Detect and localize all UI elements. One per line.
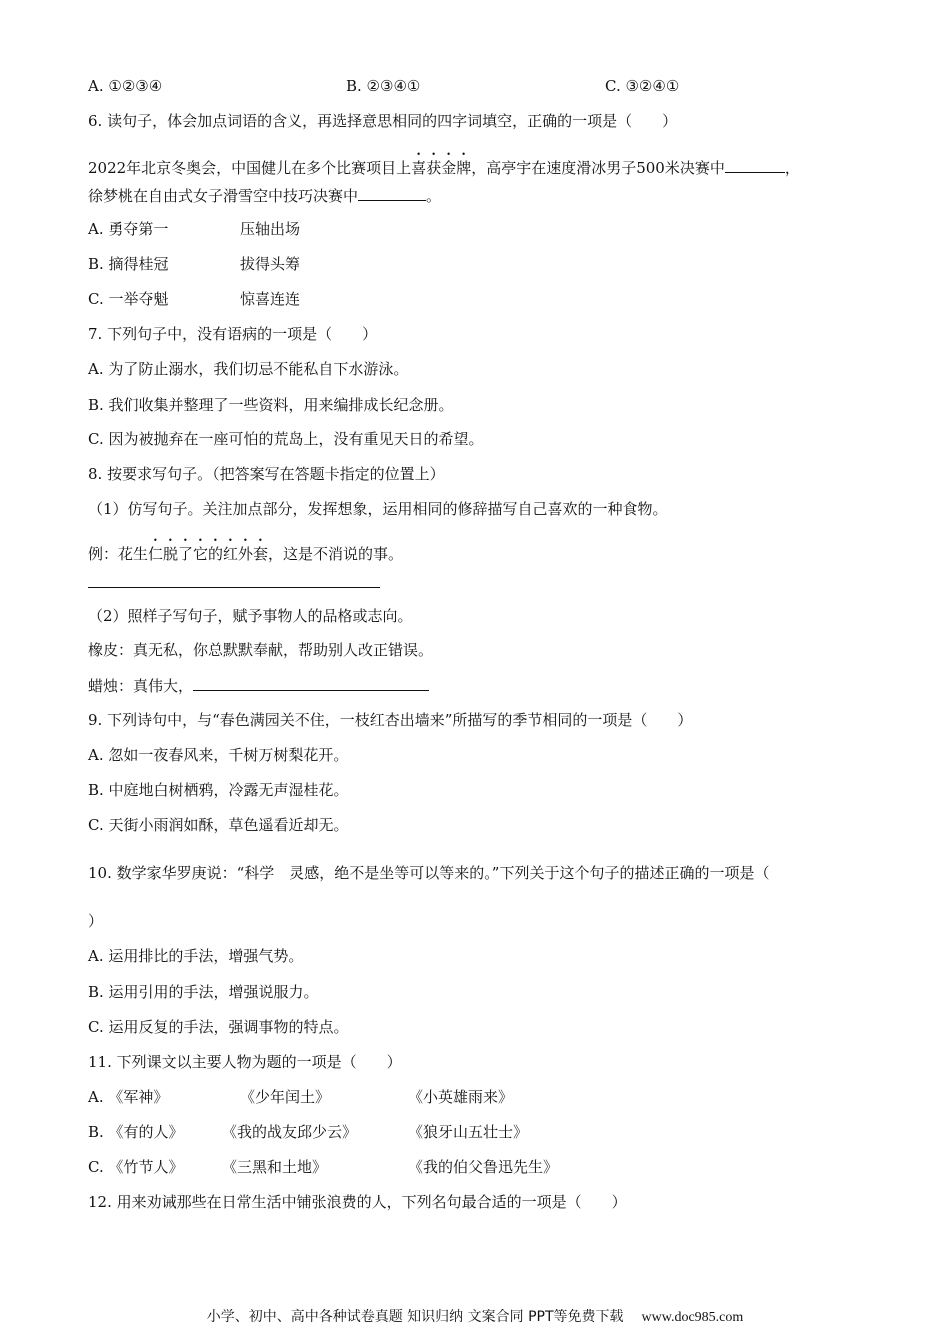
page-footer [0,1306,950,1326]
q6-passage2-text: 徐梦桃在自由式女子滑雪空中技巧决赛中 [88,187,359,205]
q10-option-a: A. 运用排比的手法，增强气势。 [88,947,304,965]
q6-option-a-second: 压轴出场 [240,220,301,238]
q6-passage-line1 [88,150,800,178]
q6-option-c-second: 惊喜连连 [240,290,301,308]
q11-row-c-1: C. 《竹节人》 [88,1158,184,1176]
q9-option-b: B. 中庭地白树栖鸦，冷露无声湿桂花。 [88,781,349,799]
q10-stem-end: ） [88,912,104,930]
q8-part2: （2）照样子写句子，赋予事物人的品格或志向。 [88,607,413,625]
q11-row-a-2: 《少年闰土》 [240,1088,331,1106]
q6-option-a-first: A. 勇夺第一 [88,220,169,238]
q11-row-a-3: 《小英雄雨来》 [408,1088,514,1106]
q6-passage2-end: 。 [426,187,442,205]
q11-row-c-2: 《三黑和土地》 [222,1158,328,1176]
q8-example [88,536,403,564]
q8-part1: （1）仿写句子。关注加点部分，发挥想象，运用相同的修辞描写自己喜欢的一种食物。 [88,500,668,518]
q8-stem: 8. 按要求写句子。（把答案写在答题卡指定的位置上） [88,465,445,483]
footer-url[interactable]: www.doc985.com [641,1310,744,1325]
q5-option-c: C. ③②④① [605,77,680,95]
q5-option-a: A. ①②③④ [88,77,163,95]
q6-dotted-word: 喜获金牌 [411,159,472,177]
q6-option-c [88,289,168,309]
q8-answer-line [88,587,380,588]
q8-example-text-2: ，这是不消说的事。 [268,545,404,563]
q10-stem: 10. 数学家华罗庚说：“科学 灵感，绝不是坐等可以等来的。”下列关于这个句子的描述正确的一项是（ [88,864,770,882]
q6-passage-text-2: ，高亭宇在速度滑冰男子500米决赛中 [471,159,725,177]
q6-option-c-first: C. 一举夺魁 [88,290,169,308]
q8-example2: 橡皮：真无私，你总默默奉献，帮助别人改正错误。 [88,641,434,659]
q6-blank-2 [358,186,426,201]
q11-stem: 11. 下列课文以主要人物为题的一项是（ ） [88,1053,402,1071]
q12-stem: 12. 用来劝诫那些在日常生活中铺张浪费的人，下列名句最合适的一项是（ ） [88,1193,627,1211]
q6-option-a [88,219,168,239]
q11-row-c-3: 《我的伯父鲁迅先生》 [408,1158,559,1176]
q6-passage-comma: ， [784,159,800,177]
q7-stem: 7. 下列句子中，没有语病的一项是（ ） [88,325,378,343]
q10-option-b: B. 运用引用的手法，增强说服力。 [88,983,319,1001]
q8-fill-blank [193,676,429,691]
q11-row-b-2: 《我的战友邱少云》 [222,1123,358,1141]
q11-row-b-3: 《狼牙山五壮士》 [408,1123,529,1141]
q8-fill [88,676,429,696]
q6-option-b-first: B. 摘得桂冠 [88,255,169,273]
q5-option-b: B. ②③④① [346,77,421,95]
q6-blank-1 [725,158,785,173]
q6-passage-text: 2022年北京冬奥会，中国健儿在多个比赛项目上 [88,159,412,177]
q11-row-b-1: B. 《有的人》 [88,1123,184,1141]
q9-option-a: A. 忽如一夜春风来，千树万树梨花开。 [88,746,349,764]
footer-text: 小学、初中、高中各种试卷真题 知识归纳 文案合同 PPT等免费下载 [206,1309,624,1325]
q10-option-c: C. 运用反复的手法，强调事物的特点。 [88,1018,349,1036]
q6-option-b [88,254,169,274]
q11-row-a-1: A. 《军神》 [88,1088,169,1106]
q7-option-b: B. 我们收集并整理了一些资料，用来编排成长纪念册。 [88,396,454,414]
q6-option-b-second: 拔得头筹 [240,255,301,273]
q7-option-a: A. 为了防止溺水，我们切忌不能私自下水游泳。 [88,360,409,378]
q9-stem: 9. 下列诗句中，与“春色满园关不住，一枝红杏出墙来”所描写的季节相同的一项是（ ） [88,711,693,729]
q8-example-dotted: 仁脱了它的红外套 [148,545,269,563]
q8-example-text: 例：花生 [88,545,149,563]
q8-fill-text: 蜡烛：真伟大， [88,677,194,695]
q6-stem: 6. 读句子，体会加点词语的含义，再选择意思相同的四字词填空，正确的一项是（ ） [88,112,678,130]
q7-option-c: C. 因为被抛弃在一座可怕的荒岛上，没有重见天日的希望。 [88,430,484,448]
q6-passage-line2 [88,186,441,206]
q9-option-c: C. 天街小雨润如酥，草色遥看近却无。 [88,816,349,834]
